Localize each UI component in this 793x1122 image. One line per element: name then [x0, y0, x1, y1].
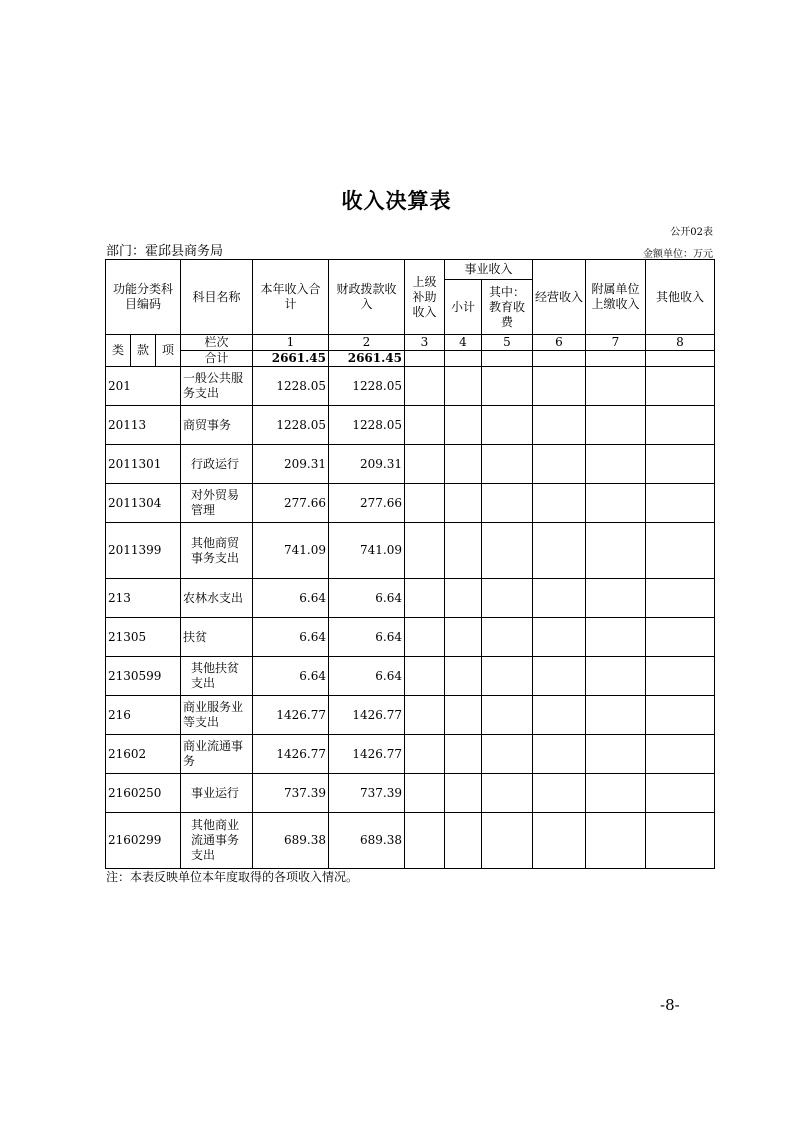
row-name: 商贸事务 — [181, 406, 253, 445]
header-xiang: 项 — [156, 335, 181, 367]
empty-cell — [586, 523, 646, 579]
empty-cell — [405, 406, 445, 445]
table-row — [106, 735, 715, 774]
column-label: 栏次 — [181, 335, 253, 351]
department-label: 部门：霍邱县商务局 — [106, 244, 224, 259]
empty-cell — [482, 351, 533, 367]
empty-cell — [482, 484, 533, 523]
empty-cell — [445, 618, 482, 657]
empty-cell — [646, 351, 715, 367]
empty-cell — [445, 774, 482, 813]
header-superior-subsidy: 上级补助收入 — [405, 260, 445, 335]
row-total-income: 1426.77 — [253, 735, 329, 774]
empty-cell — [586, 367, 646, 406]
empty-cell — [586, 774, 646, 813]
row-name: 商业流通事务 — [181, 735, 253, 774]
row-name: 对外贸易管理 — [181, 484, 253, 523]
row-code: 21305 — [106, 618, 181, 657]
empty-cell — [646, 406, 715, 445]
row-total-income: 209.31 — [253, 445, 329, 484]
row-code: 2130599 — [106, 657, 181, 696]
row-total-income: 689.38 — [253, 813, 329, 869]
row-name: 行政运行 — [181, 445, 253, 484]
empty-cell — [482, 367, 533, 406]
table-row — [106, 406, 715, 445]
header-total-income: 本年收入合计 — [253, 260, 329, 335]
empty-cell — [646, 367, 715, 406]
empty-cell — [445, 735, 482, 774]
row-name: 其他扶贫支出 — [181, 657, 253, 696]
empty-cell — [586, 579, 646, 618]
empty-cell — [405, 579, 445, 618]
table-row — [106, 484, 715, 523]
row-fiscal-grant: 741.09 — [329, 523, 405, 579]
col-num-8: 8 — [646, 335, 715, 351]
table-row — [106, 657, 715, 696]
header-edu-fees: 其中：教育收费 — [482, 280, 533, 335]
empty-cell — [586, 657, 646, 696]
empty-cell — [405, 735, 445, 774]
row-total-income: 737.39 — [253, 774, 329, 813]
empty-cell — [646, 774, 715, 813]
empty-cell — [586, 406, 646, 445]
empty-cell — [586, 351, 646, 367]
page-title: 收入决算表 — [341, 189, 452, 213]
empty-cell — [445, 523, 482, 579]
col-num-3: 3 — [405, 335, 445, 351]
row-name: 其他商贸事务支出 — [181, 523, 253, 579]
empty-cell — [533, 696, 586, 735]
row-fiscal-grant: 277.66 — [329, 484, 405, 523]
empty-cell — [533, 774, 586, 813]
empty-cell — [646, 579, 715, 618]
empty-cell — [646, 618, 715, 657]
empty-cell — [533, 523, 586, 579]
empty-cell — [533, 657, 586, 696]
row-fiscal-grant: 737.39 — [329, 774, 405, 813]
total-label: 合计 — [181, 351, 253, 367]
empty-cell — [646, 657, 715, 696]
empty-cell — [533, 735, 586, 774]
empty-cell — [482, 813, 533, 869]
row-code: 2011399 — [106, 523, 181, 579]
empty-cell — [646, 696, 715, 735]
empty-cell — [445, 484, 482, 523]
empty-cell — [533, 579, 586, 618]
fiscal-grant-total-value: 2661.45 — [329, 351, 405, 367]
empty-cell — [445, 406, 482, 445]
table-row — [106, 579, 715, 618]
row-total-income: 6.64 — [253, 618, 329, 657]
header-lei: 类 — [106, 335, 131, 367]
row-fiscal-grant: 6.64 — [329, 618, 405, 657]
empty-cell — [445, 351, 482, 367]
empty-cell — [405, 813, 445, 869]
row-total-income: 1228.05 — [253, 367, 329, 406]
row-fiscal-grant: 689.38 — [329, 813, 405, 869]
empty-cell — [586, 618, 646, 657]
empty-cell — [445, 445, 482, 484]
table-row — [106, 367, 715, 406]
empty-cell — [646, 813, 715, 869]
header-kuan: 款 — [131, 335, 156, 367]
empty-cell — [533, 406, 586, 445]
empty-cell — [533, 484, 586, 523]
empty-cell — [405, 523, 445, 579]
empty-cell — [445, 367, 482, 406]
table-row — [106, 523, 715, 579]
empty-cell — [586, 735, 646, 774]
table-row — [106, 813, 715, 869]
empty-cell — [533, 813, 586, 869]
empty-cell — [482, 618, 533, 657]
row-code: 216 — [106, 696, 181, 735]
row-code: 201 — [106, 367, 181, 406]
row-total-income: 1426.77 — [253, 696, 329, 735]
amount-unit: 金额单位：万元 — [643, 249, 713, 260]
empty-cell — [533, 351, 586, 367]
row-fiscal-grant: 1228.05 — [329, 367, 405, 406]
empty-cell — [482, 735, 533, 774]
row-name: 事业运行 — [181, 774, 253, 813]
row-fiscal-grant: 1228.05 — [329, 406, 405, 445]
empty-cell — [482, 696, 533, 735]
header-subject-name: 科目名称 — [181, 260, 253, 335]
empty-cell — [445, 579, 482, 618]
empty-cell — [482, 406, 533, 445]
empty-cell — [533, 367, 586, 406]
row-fiscal-grant: 6.64 — [329, 579, 405, 618]
header-fiscal-grant: 财政拨款收入 — [329, 260, 405, 335]
empty-cell — [405, 696, 445, 735]
col-num-2: 2 — [329, 335, 405, 351]
header-business-income: 事业收入 — [445, 260, 533, 280]
table-row — [106, 445, 715, 484]
row-name: 农林水支出 — [181, 579, 253, 618]
table-note: 注：本表反映单位本年度取得的各项收入情况。 — [106, 870, 359, 884]
empty-cell — [482, 774, 533, 813]
table-row — [106, 696, 715, 735]
row-total-income: 6.64 — [253, 657, 329, 696]
empty-cell — [646, 484, 715, 523]
empty-cell — [646, 523, 715, 579]
table-row — [106, 618, 715, 657]
header-affiliated-income: 附属单位上缴收入 — [586, 260, 646, 335]
row-code: 2160250 — [106, 774, 181, 813]
empty-cell — [482, 579, 533, 618]
header-subtotal: 小计 — [445, 280, 482, 335]
row-total-income: 741.09 — [253, 523, 329, 579]
empty-cell — [405, 367, 445, 406]
empty-cell — [482, 657, 533, 696]
form-number: 公开02表 — [670, 227, 713, 238]
empty-cell — [646, 445, 715, 484]
empty-cell — [405, 657, 445, 696]
col-num-4: 4 — [445, 335, 482, 351]
empty-cell — [586, 445, 646, 484]
row-total-income: 6.64 — [253, 579, 329, 618]
row-code: 213 — [106, 579, 181, 618]
row-code: 2011304 — [106, 484, 181, 523]
row-code: 21602 — [106, 735, 181, 774]
empty-cell — [405, 484, 445, 523]
row-code: 2011301 — [106, 445, 181, 484]
col-num-7: 7 — [586, 335, 646, 351]
row-code: 20113 — [106, 406, 181, 445]
empty-cell — [646, 735, 715, 774]
col-num-1: 1 — [253, 335, 329, 351]
col-num-6: 6 — [533, 335, 586, 351]
empty-cell — [445, 657, 482, 696]
row-name: 扶贫 — [181, 618, 253, 657]
empty-cell — [586, 813, 646, 869]
row-name: 商业服务业等支出 — [181, 696, 253, 735]
row-name: 其他商业流通事务支出 — [181, 813, 253, 869]
row-name: 一般公共服务支出 — [181, 367, 253, 406]
row-total-income: 1228.05 — [253, 406, 329, 445]
header-func-code: 功能分类科目编码 — [106, 260, 181, 335]
empty-cell — [405, 351, 445, 367]
row-fiscal-grant: 1426.77 — [329, 735, 405, 774]
empty-cell — [445, 813, 482, 869]
page-number: -8- — [660, 996, 680, 1014]
empty-cell — [445, 696, 482, 735]
header-other-income: 其他收入 — [646, 260, 715, 335]
empty-cell — [533, 618, 586, 657]
empty-cell — [586, 484, 646, 523]
row-fiscal-grant: 209.31 — [329, 445, 405, 484]
empty-cell — [482, 445, 533, 484]
row-total-income: 277.66 — [253, 484, 329, 523]
empty-cell — [533, 445, 586, 484]
empty-cell — [482, 523, 533, 579]
empty-cell — [586, 696, 646, 735]
empty-cell — [405, 445, 445, 484]
row-code: 2160299 — [106, 813, 181, 869]
table-row — [106, 774, 715, 813]
empty-cell — [405, 618, 445, 657]
row-fiscal-grant: 6.64 — [329, 657, 405, 696]
income-settlement-table — [105, 259, 715, 869]
total-income-value: 2661.45 — [253, 351, 329, 367]
header-operating-income: 经营收入 — [533, 260, 586, 335]
col-num-5: 5 — [482, 335, 533, 351]
empty-cell — [405, 774, 445, 813]
row-fiscal-grant: 1426.77 — [329, 696, 405, 735]
